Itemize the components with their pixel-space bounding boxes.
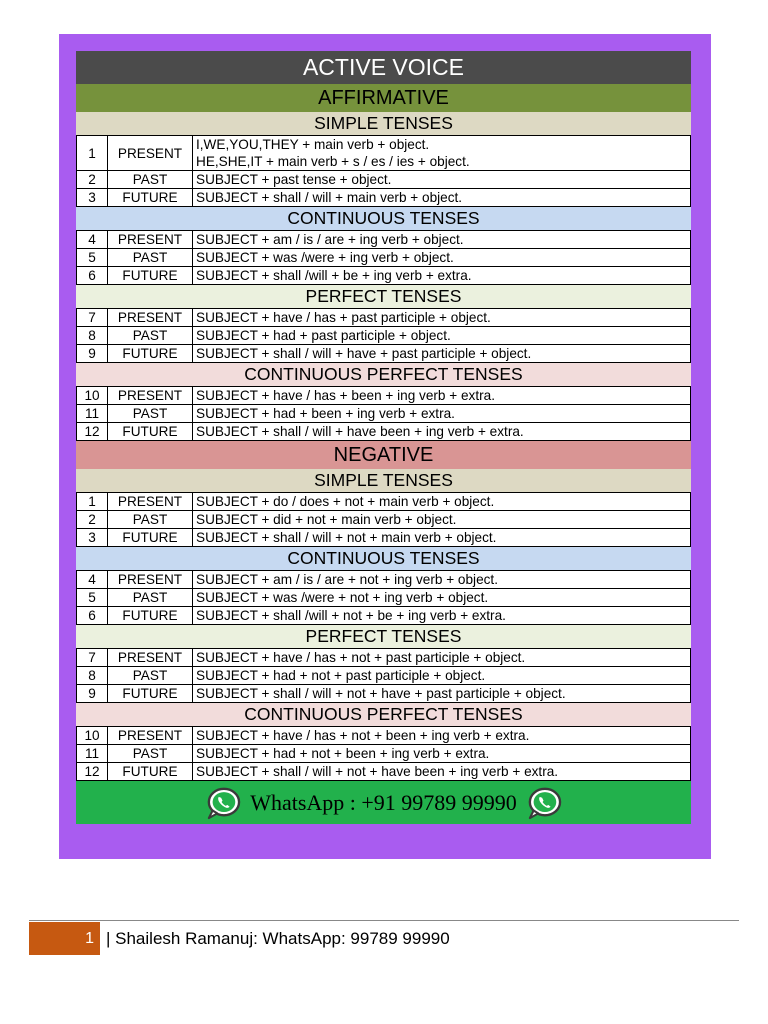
row-number: 5 — [77, 589, 108, 607]
formula-line: SUBJECT + have / has + past participle + object. — [196, 310, 491, 325]
formula-line: SUBJECT + was /were + ing verb + object. — [196, 250, 454, 265]
row-number: 10 — [77, 727, 108, 745]
row-number: 11 — [77, 745, 108, 763]
formula-line: SUBJECT + had + not + past participle + object. — [196, 668, 486, 683]
row-number: 12 — [77, 423, 108, 441]
affirmative-simple-tenses-heading: SIMPLE TENSES — [76, 112, 691, 135]
tense-name: FUTURE — [108, 685, 193, 703]
row-number: 7 — [77, 649, 108, 667]
formula-line: SUBJECT + shall / will + not + have been + ing verb + extra. — [196, 764, 559, 779]
tense-name: PRESENT — [108, 571, 193, 589]
negative-continuous-perfect-tenses-heading: CONTINUOUS PERFECT TENSES — [76, 703, 691, 726]
table-row — [77, 231, 691, 249]
tense-name: PAST — [108, 171, 193, 189]
affirmative-continuous-tenses-table — [76, 230, 691, 285]
tense-formula — [193, 171, 691, 189]
formula-line: SUBJECT + had + not + been + ing verb + extra. — [196, 746, 490, 761]
row-number: 9 — [77, 345, 108, 363]
formula-line: SUBJECT + shall / will + have + past participle + object. — [196, 346, 532, 361]
formula-line: SUBJECT + am / is / are + not + ing verb + object. — [196, 572, 498, 587]
formula-line: SUBJECT + shall / will + not + main verb + object. — [196, 530, 497, 545]
tense-formula — [193, 231, 691, 249]
tense-formula — [193, 249, 691, 267]
tense-name: PRESENT — [108, 387, 193, 405]
footer-divider — [29, 920, 739, 921]
row-number: 11 — [77, 405, 108, 423]
formula-line: HE,SHE,IT + main verb + s / es / ies + object. — [196, 154, 470, 169]
table-row — [77, 649, 691, 667]
tense-name: FUTURE — [108, 345, 193, 363]
row-number: 3 — [77, 529, 108, 547]
tense-formula — [193, 387, 691, 405]
tense-formula — [193, 327, 691, 345]
table-row — [77, 171, 691, 189]
table-row — [77, 189, 691, 207]
formula-line: SUBJECT + have / has + not + been + ing verb + extra. — [196, 728, 530, 743]
affirmative-perfect-tenses-table — [76, 308, 691, 363]
affirmative-continuous-tenses-heading: CONTINUOUS TENSES — [76, 207, 691, 230]
tense-formula — [193, 345, 691, 363]
tense-name: PAST — [108, 667, 193, 685]
tense-formula — [193, 529, 691, 547]
affirmative-continuous-perfect-tenses-heading: CONTINUOUS PERFECT TENSES — [76, 363, 691, 386]
table-row — [77, 571, 691, 589]
affirmative-section — [76, 112, 691, 441]
table-row — [77, 327, 691, 345]
tense-name: PAST — [108, 405, 193, 423]
table-row — [77, 529, 691, 547]
table-row — [77, 589, 691, 607]
table-row — [77, 685, 691, 703]
tense-formula — [193, 727, 691, 745]
tense-name: FUTURE — [108, 189, 193, 207]
affirmative-simple-tenses-table — [76, 135, 691, 207]
row-number: 12 — [77, 763, 108, 781]
negative-continuous-tenses-table — [76, 570, 691, 625]
table-row — [77, 511, 691, 529]
negative-continuous-tenses-heading: CONTINUOUS TENSES — [76, 547, 691, 570]
formula-line: I,WE,YOU,THEY + main verb + object. — [196, 137, 430, 152]
tense-name: PRESENT — [108, 231, 193, 249]
affirmative-continuous-perfect-tenses-table — [76, 386, 691, 441]
tense-name: PRESENT — [108, 649, 193, 667]
whatsapp-icon — [525, 786, 563, 820]
table-row — [77, 309, 691, 327]
row-number: 3 — [77, 189, 108, 207]
tense-formula — [193, 511, 691, 529]
formula-line: SUBJECT + had + been + ing verb + extra. — [196, 406, 455, 421]
table-row — [77, 607, 691, 625]
formula-line: SUBJECT + shall /will + not + be + ing verb + extra. — [196, 608, 506, 623]
row-number: 9 — [77, 685, 108, 703]
row-number: 8 — [77, 327, 108, 345]
table-row — [77, 745, 691, 763]
row-number: 2 — [77, 171, 108, 189]
row-number: 7 — [77, 309, 108, 327]
tense-formula — [193, 405, 691, 423]
affirmative-heading: AFFIRMATIVE — [76, 84, 691, 112]
negative-perfect-tenses-table — [76, 648, 691, 703]
tense-formula — [193, 493, 691, 511]
table-row — [77, 249, 691, 267]
table-row — [77, 387, 691, 405]
formula-line: SUBJECT + shall /will + be + ing verb + extra. — [196, 268, 472, 283]
tense-name: FUTURE — [108, 423, 193, 441]
formula-line: SUBJECT + shall / will + not + have + past participle + object. — [196, 686, 566, 701]
table-row — [77, 667, 691, 685]
tense-name: PAST — [108, 249, 193, 267]
formula-line: SUBJECT + was /were + not + ing verb + object. — [196, 590, 489, 605]
poster-content — [76, 51, 691, 824]
formula-line: SUBJECT + have / has + been + ing verb + extra. — [196, 388, 495, 403]
row-number: 2 — [77, 511, 108, 529]
tense-name: PAST — [108, 327, 193, 345]
tense-name: PRESENT — [108, 309, 193, 327]
table-row — [77, 405, 691, 423]
tense-formula — [193, 136, 691, 171]
table-row — [77, 423, 691, 441]
row-number: 4 — [77, 231, 108, 249]
whatsapp-number: WhatsApp : +91 99789 99990 — [250, 789, 517, 815]
table-row — [77, 763, 691, 781]
negative-simple-tenses-heading: SIMPLE TENSES — [76, 469, 691, 492]
whatsapp-icon — [204, 786, 242, 820]
tense-name: PAST — [108, 511, 193, 529]
tense-formula — [193, 267, 691, 285]
formula-line: SUBJECT + have / has + not + past participle + object. — [196, 650, 526, 665]
formula-line: SUBJECT + shall / will + main verb + object. — [196, 190, 463, 205]
row-number: 1 — [77, 493, 108, 511]
tense-name: PRESENT — [108, 493, 193, 511]
formula-line: SUBJECT + did + not + main verb + object. — [196, 512, 457, 527]
tense-formula — [193, 667, 691, 685]
tense-formula — [193, 189, 691, 207]
tense-formula — [193, 649, 691, 667]
footer-author: | Shailesh Ramanuj: WhatsApp: 99789 99990 — [106, 929, 450, 948]
formula-line: SUBJECT + shall / will + have been + ing verb + extra. — [196, 424, 524, 439]
negative-simple-tenses-table — [76, 492, 691, 547]
row-number: 4 — [77, 571, 108, 589]
tense-formula — [193, 423, 691, 441]
table-row — [77, 136, 691, 171]
row-number: 5 — [77, 249, 108, 267]
row-number: 10 — [77, 387, 108, 405]
tense-name: PRESENT — [108, 136, 193, 171]
tense-name: PRESENT — [108, 727, 193, 745]
tense-formula — [193, 571, 691, 589]
row-number: 6 — [77, 267, 108, 285]
negative-section — [76, 469, 691, 781]
tense-formula — [193, 745, 691, 763]
grammar-poster — [59, 34, 711, 859]
table-row — [77, 345, 691, 363]
tense-formula — [193, 309, 691, 327]
negative-perfect-tenses-heading: PERFECT TENSES — [76, 625, 691, 648]
tense-name: PAST — [108, 589, 193, 607]
tense-name: FUTURE — [108, 529, 193, 547]
poster-title: ACTIVE VOICE — [76, 51, 691, 84]
negative-continuous-perfect-tenses-table — [76, 726, 691, 781]
tense-name: FUTURE — [108, 267, 193, 285]
tense-formula — [193, 685, 691, 703]
tense-name: PAST — [108, 745, 193, 763]
tense-formula — [193, 589, 691, 607]
row-number: 6 — [77, 607, 108, 625]
row-number: 8 — [77, 667, 108, 685]
table-row — [77, 267, 691, 285]
page-number: 1 — [29, 922, 100, 955]
tense-formula — [193, 763, 691, 781]
formula-line: SUBJECT + past tense + object. — [196, 172, 392, 187]
formula-line: SUBJECT + am / is / are + ing verb + object. — [196, 232, 464, 247]
tense-name: FUTURE — [108, 763, 193, 781]
whatsapp-banner — [76, 781, 691, 824]
row-number: 1 — [77, 136, 108, 171]
affirmative-perfect-tenses-heading: PERFECT TENSES — [76, 285, 691, 308]
tense-name: FUTURE — [108, 607, 193, 625]
tense-formula — [193, 607, 691, 625]
formula-line: SUBJECT + had + past participle + object. — [196, 328, 451, 343]
negative-heading: NEGATIVE — [76, 441, 691, 469]
table-row — [77, 727, 691, 745]
table-row — [77, 493, 691, 511]
formula-line: SUBJECT + do / does + not + main verb + object. — [196, 494, 495, 509]
